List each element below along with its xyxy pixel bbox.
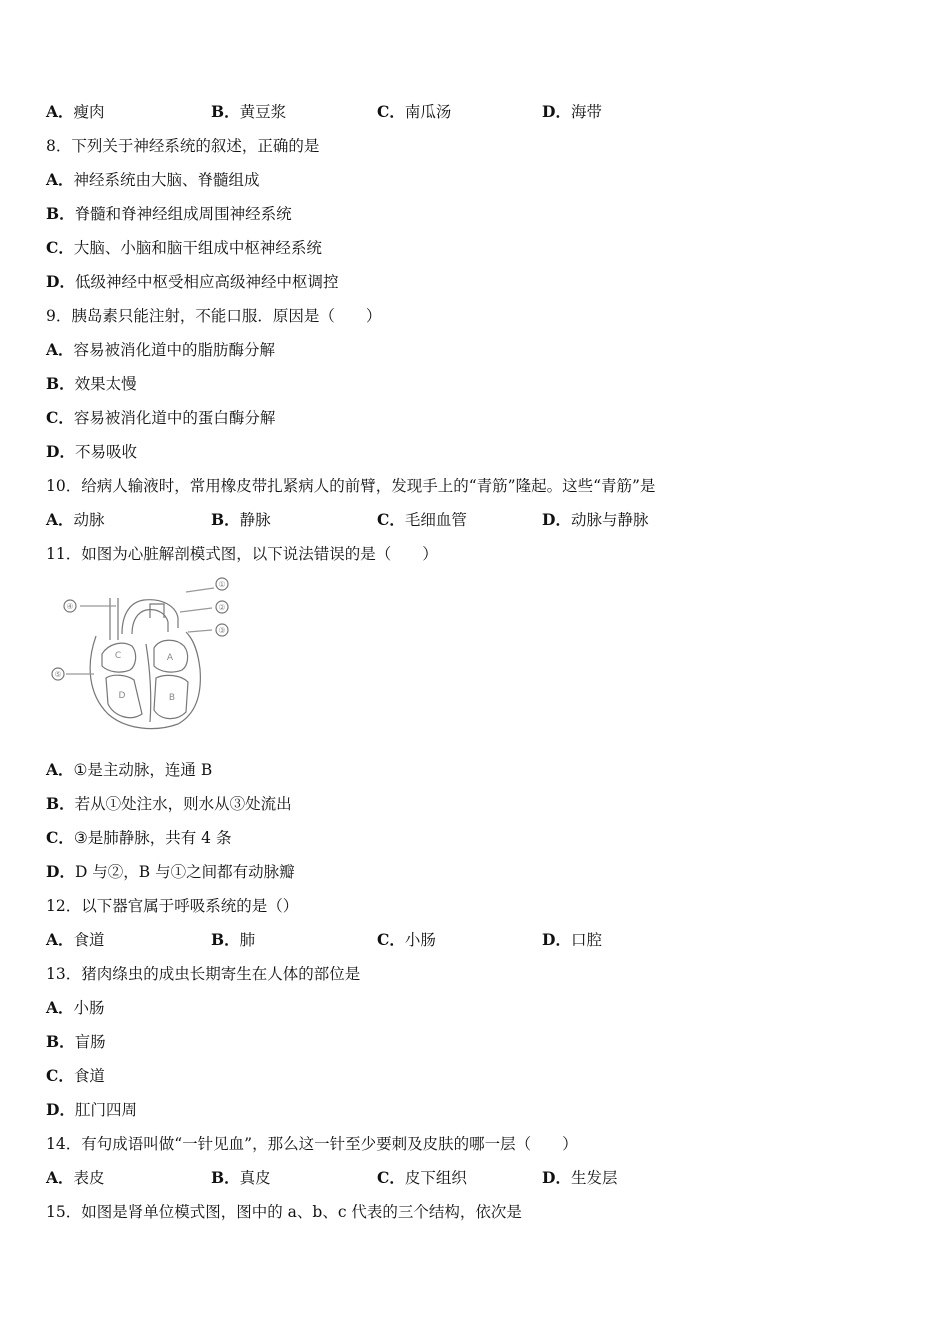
q14-option-b[interactable]: B．真皮 <box>211 1168 271 1187</box>
q13-option-d[interactable]: D．肛门四周 <box>46 1100 137 1119</box>
q11-option-a[interactable]: A．①是主动脉，连通 B <box>46 760 213 779</box>
q7-option-d[interactable]: D．海带 <box>542 102 602 121</box>
q8-option-d[interactable]: D．低级神经中枢受相应高级神经中枢调控 <box>46 272 339 291</box>
q11-option-b[interactable]: B．若从①处注水，则水从③处流出 <box>46 794 292 813</box>
q9-option-d[interactable]: D．不易吸收 <box>46 442 137 461</box>
chamber-b: B <box>168 693 176 703</box>
q11-stem: 11．如图为心脏解剖模式图，以下说法错误的是（ ） <box>46 545 438 563</box>
chamber-a: A <box>166 653 174 663</box>
q8-option-c[interactable]: C．大脑、小脑和脑干组成中枢神经系统 <box>46 238 322 257</box>
q7-option-a[interactable]: A．瘦肉 <box>46 102 105 121</box>
chamber-c: C <box>114 651 122 661</box>
q12-stem: 12．以下器官属于呼吸系统的是（） <box>46 897 299 915</box>
marker-3: ③ <box>218 626 226 635</box>
q12-option-d[interactable]: D．口腔 <box>542 930 602 949</box>
q7-option-b[interactable]: B．黄豆浆 <box>211 102 287 121</box>
q12-option-a[interactable]: A．食道 <box>46 930 105 949</box>
q12-option-b[interactable]: B．肺 <box>211 930 256 949</box>
chamber-d: D <box>118 691 126 701</box>
marker-4: ④ <box>66 602 74 611</box>
q10-option-c[interactable]: C．毛细血管 <box>377 510 467 529</box>
q10-stem: 10．给病人输液时，常用橡皮带扎紧病人的前臂，发现手上的“青筋”隆起。这些“青筋”是 <box>46 477 656 495</box>
q9-option-c[interactable]: C．容易被消化道中的蛋白酶分解 <box>46 408 276 427</box>
q7-option-c[interactable]: C．南瓜汤 <box>377 102 452 121</box>
q8-stem: 8．下列关于神经系统的叙述，正确的是 <box>46 137 320 155</box>
q14-option-d[interactable]: D．生发层 <box>542 1168 618 1187</box>
q13-option-a[interactable]: A．小肠 <box>46 998 105 1017</box>
q13-option-c[interactable]: C．食道 <box>46 1066 105 1085</box>
q9-option-a[interactable]: A．容易被消化道中的脂肪酶分解 <box>46 340 276 359</box>
q14-stem: 14．有句成语叫做“一针见血”，那么这一针至少要刺及皮肤的哪一层（ ） <box>46 1135 578 1153</box>
q9-stem: 9．胰岛素只能注射，不能口服．原因是（ ） <box>46 307 382 325</box>
q14-option-c[interactable]: C．皮下组织 <box>377 1168 467 1187</box>
q10-option-d[interactable]: D．动脉与静脉 <box>542 510 649 529</box>
q9-option-b[interactable]: B．效果太慢 <box>46 374 137 393</box>
q10-option-b[interactable]: B．静脉 <box>211 510 271 529</box>
marker-1: ① <box>218 580 226 589</box>
q10-option-a[interactable]: A．动脉 <box>46 510 105 529</box>
q11-option-d[interactable]: D．D 与②，B 与①之间都有动脉瓣 <box>46 862 295 881</box>
q14-option-a[interactable]: A．表皮 <box>46 1168 105 1187</box>
q11-option-c[interactable]: C．③是肺静脉，共有 4 条 <box>46 828 232 847</box>
q13-stem: 13．猪肉绦虫的成虫长期寄生在人体的部位是 <box>46 965 361 983</box>
marker-5: ⑤ <box>54 670 62 679</box>
q12-option-c[interactable]: C．小肠 <box>377 930 436 949</box>
q15-stem: 15．如图是肾单位模式图，图中的 a、b、c 代表的三个结构，依次是 <box>46 1203 522 1221</box>
q13-option-b[interactable]: B．盲肠 <box>46 1032 106 1051</box>
marker-2: ② <box>218 603 226 612</box>
heart-diagram <box>46 574 246 736</box>
q8-option-b[interactable]: B．脊髓和脊神经组成周围神经系统 <box>46 204 292 223</box>
q8-option-a[interactable]: A．神经系统由大脑、脊髓组成 <box>46 170 260 189</box>
